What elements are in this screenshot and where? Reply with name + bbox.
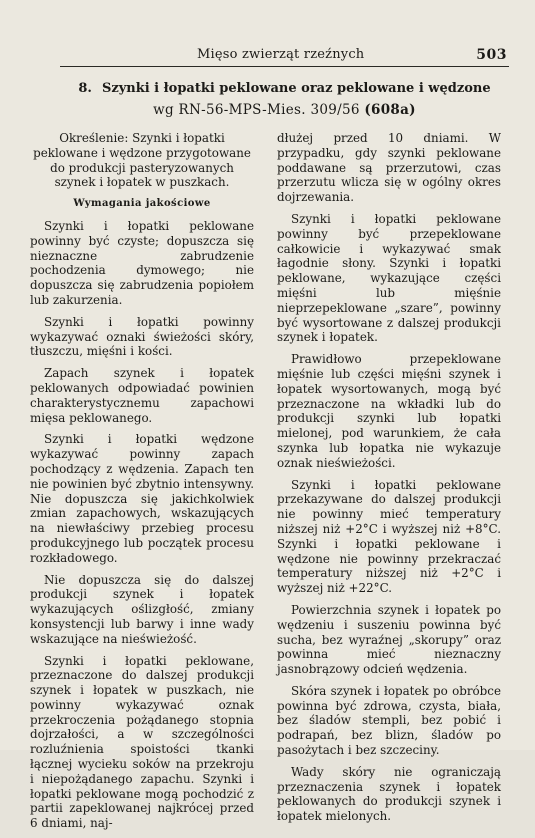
standard-prefix: wg RN-56-MPS-Mies. 309/56 [153, 102, 360, 118]
section-title: Szynki i łopatki peklowane oraz peklowane i wędzone [101, 81, 491, 96]
body-paragraph: Szynki i łopatki peklowane powinny być czyste; dopuszcza się nieznaczne zabrudzenie pochodzenia dymowego; nie dopuszcza się zabrudzenia popiołem lub zakurzenia. [30, 218, 254, 307]
body-paragraph: Szynki i łopatki peklowane powinny być przepeklowane całkowicie i wykazywać smak łagodnie słony. Szynki i łopatki peklowane, wykazujące części mięśni lub mięśnie nieprzepeklowane „szare”, powinny być wysortowane z dalszej produkcji szynek i łopatek. [277, 211, 501, 345]
body-paragraph: Szynki i łopatki peklowane przekazywane do dalszej produkcji nie powinny mieć temperatury niższej niż +2°C i wyższej niż +8°C. Szynki i łopatki peklowane i wędzone nie powinny przekraczać temperatury niższej niż +2°C i wyższej niż +22°C. [277, 477, 501, 596]
body-paragraph: Wady skóry nie ograniczają przeznaczenia szynek i łopatek peklowanych do produkcji szynek i łopatek mielonych. [277, 764, 501, 824]
continued-paragraph: dłużej przed 10 dniami. W przypadku, gdy szynki peklowane poddawane są przerzutowi, czas przerzutu wlicza się w ogólny okres dojrzewania. [277, 131, 501, 205]
subheading: Wymagania jakościowe [73, 198, 211, 210]
body-paragraph: Zapach szynek i łopatek peklowanych odpowiadać powinien charakterystycznemu zapachowi mięsa peklowanego. [30, 366, 254, 425]
body-paragraph: Szynki i łopatki peklowane, przeznaczone do dalszej produkcji szynek i łopatek w puszkach, nie powinny wykazywać oznak przekroczenia pożądanego stopnia dojrzałości, a w szczególności rozluźnienia spoistości tkanki łącznej wycieku soków na przekroju i niepożądanego zapachu. Szynki i łopatki peklowane mogą pochodzić z partii zapeklowanej najkrócej przed 6 dniami, naj- [30, 653, 254, 831]
running-title: Mięso zwierząt rzeźnych [197, 47, 365, 62]
body-paragraph: Szynki i łopatki wędzone wykazywać powinny zapach pochodzący z wędzenia. Zapach ten nie powinien być zbytnio intensywny. Nie dopuszcza się jakichkolwiek zmian zapachowych, wskazujących na niewłaściwy przebieg procesu produkcyjnego lub początek procesu rozkładowego. [30, 432, 255, 565]
right-column [277, 131, 501, 831]
body-paragraph: Skóra szynek i łopatek po obróbce powinna być zdrowa, czysta, biała, bez śladów stempli, bez pobić i podrapań, bez blizn, śladów po pasożytach i bez szczeciny. [277, 683, 501, 758]
standard-reference [60, 101, 509, 119]
left-column [30, 131, 254, 838]
page-number: 503 [476, 47, 507, 63]
body-paragraph: Prawidłowo przepeklowane mięśnie lub części mięśni szynek i łopatek wysortowanych, mogą być przeznaczone na wkładki lub do produkcji szynki lub łopatki mielonej, pod warunkiem, że cała szynka lub łopatka nie wykazuje oznak nieświeżości. [277, 352, 501, 470]
definition-paragraph: Określenie: Szynki i łopatki peklowane i wędzone przygotowane do produkcji pasteryzowanych szynek i łopatek w puszkach. [33, 131, 251, 190]
body-paragraph: Szynki i łopatki powinny wykazywać oznaki świeżości skóry, tłuszczu, mięśni i kości. [30, 314, 254, 359]
body-paragraph: Powierzchnia szynek i łopatek po wędzeniu i suszeniu powinna być sucha, bez wyraźnej „skorupy” oraz powinna mieć nieznaczny jasnobrązowy odcień wędzenia. [277, 602, 501, 677]
running-header [0, 47, 535, 67]
header-rule [60, 66, 509, 67]
section-heading [60, 80, 509, 98]
body-paragraph: Nie dopuszcza się do dalszej produkcji szynek i łopatek wykazujących oślizgłość, zmiany konsystencji lub barwy i inne wady wskazujące na nieświeżość. [30, 572, 254, 646]
section-number: 8. [78, 81, 92, 96]
standard-code: (608a) [364, 102, 416, 118]
